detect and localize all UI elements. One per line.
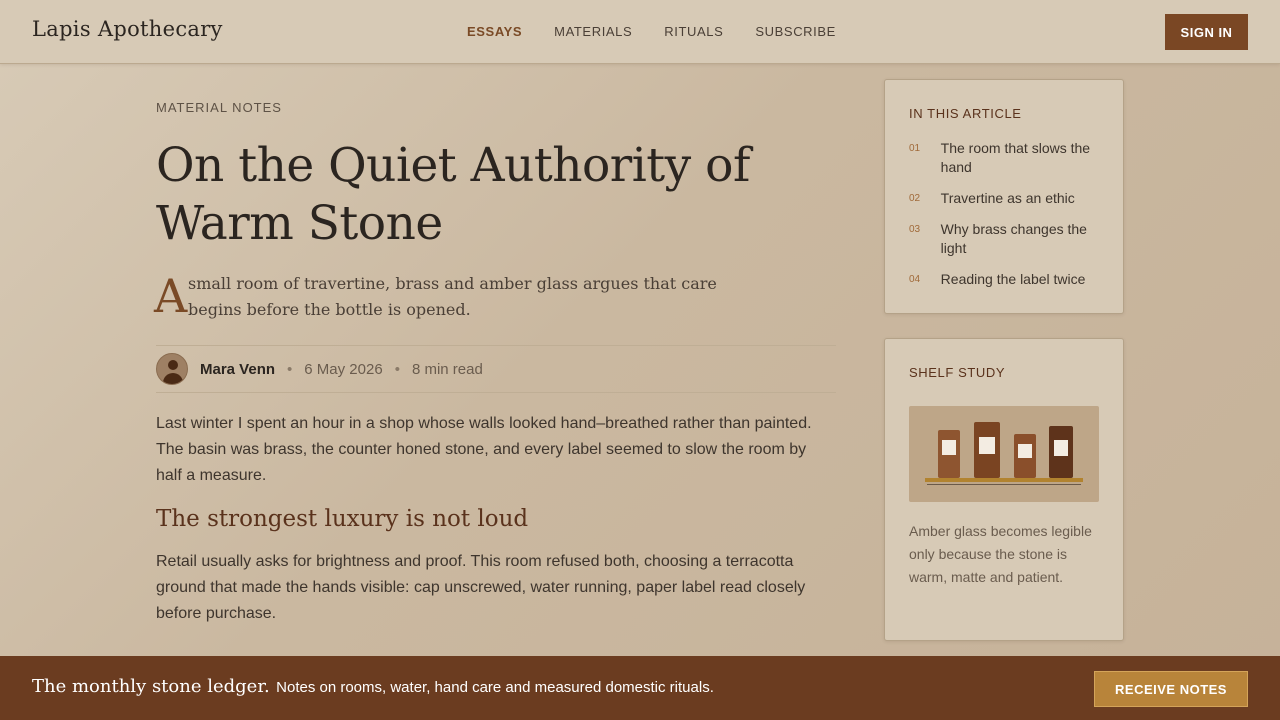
byline	[156, 345, 836, 393]
publish-date: 6 May 2026	[304, 360, 383, 378]
toc-label[interactable]: The room that slows the hand	[940, 140, 1091, 175]
nav-subscribe[interactable]: SUBSCRIBE	[755, 24, 836, 39]
read-time: 8 min read	[411, 360, 483, 378]
table-of-contents	[884, 79, 1124, 314]
author-avatar-icon	[156, 353, 188, 385]
toc-item[interactable]	[909, 270, 1099, 289]
paragraph: Retail usually asks for brightness and proof. This room refused both, choosing a terracotta ground that made the hands visible: cap unscrewed, water running, paper label read closely before purchase.	[156, 553, 806, 622]
shelf-illustration	[909, 406, 1099, 502]
toc-number: 01	[909, 143, 921, 154]
byline-separator: •	[394, 360, 400, 378]
toc-number: 03	[909, 224, 921, 235]
article-lede	[156, 271, 766, 323]
nav-essays[interactable]: ESSAYS	[467, 24, 523, 39]
brand-logo[interactable]: Lapis Apothecary	[32, 17, 223, 41]
bottles-on-shelf-icon	[909, 406, 1099, 502]
banner-text	[32, 676, 714, 697]
nav-materials[interactable]: MATERIALS	[554, 24, 633, 39]
toc-item[interactable]	[909, 189, 1099, 208]
banner-description: Notes on rooms, water, hand care and measured domestic rituals.	[276, 679, 714, 696]
shelf-caption: Amber glass becomes legible only because the stone is warm, matte and patient.	[909, 523, 1092, 585]
drop-cap: A	[154, 269, 188, 323]
toc-item[interactable]	[909, 220, 1099, 258]
main-nav	[467, 24, 868, 39]
toc-number: 04	[909, 274, 921, 285]
shelf-title: SHELF STUDY	[909, 365, 1006, 380]
article	[156, 100, 836, 627]
article-category: MATERIAL NOTES	[156, 100, 282, 115]
lede-text: small room of travertine, brass and amber glass argues that care begins before the bottle is opened.	[188, 274, 717, 319]
toc-label[interactable]: Reading the label twice	[940, 271, 1086, 287]
toc-label[interactable]: Travertine as an ethic	[940, 190, 1075, 206]
byline-separator: •	[287, 360, 293, 378]
toc-title: IN THIS ARTICLE	[909, 106, 1022, 121]
banner-lead: The monthly stone ledger.	[32, 676, 270, 697]
site-header	[0, 0, 1280, 64]
newsletter-banner	[0, 656, 1280, 720]
article-title: On the Quiet Authority of Warm Stone	[156, 138, 750, 251]
sign-in-button[interactable]: SIGN IN	[1165, 14, 1248, 50]
shelf-study-card	[884, 338, 1124, 641]
author-name[interactable]: Mara Venn	[200, 360, 276, 378]
paragraph: Last winter I spent an hour in a shop whose walls looked hand–breathed rather than painted. The basin was brass, the counter honed stone, and every label seemed to slow the room by half a measure.	[156, 415, 812, 484]
nav-rituals[interactable]: RITUALS	[664, 24, 724, 39]
toc-item[interactable]	[909, 139, 1099, 177]
receive-notes-button[interactable]: RECEIVE NOTES	[1094, 671, 1248, 707]
toc-label[interactable]: Why brass changes the light	[940, 221, 1087, 256]
section-heading: The strongest luxury is not loud	[156, 506, 529, 532]
toc-number: 02	[909, 193, 921, 204]
